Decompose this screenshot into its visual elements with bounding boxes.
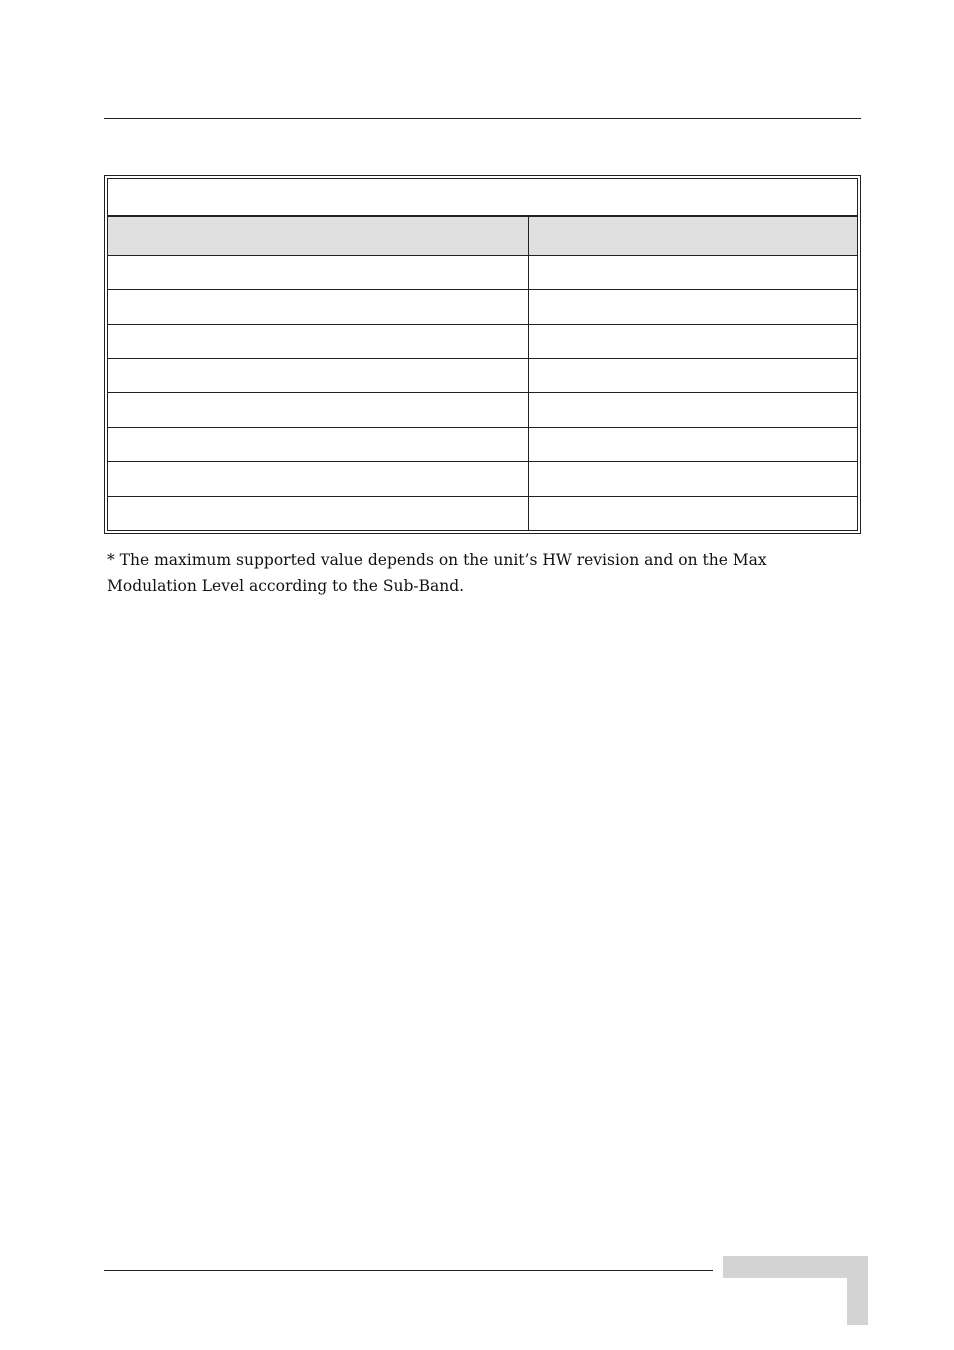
table-row (108, 324, 858, 358)
table-header-row (108, 216, 858, 255)
table-cell (108, 496, 529, 530)
table-cell (529, 496, 858, 530)
parameters-table (104, 175, 861, 534)
table-cell (529, 393, 858, 427)
table-row (108, 496, 858, 530)
column-header (108, 216, 529, 255)
header-rule (104, 118, 861, 119)
table-cell (108, 359, 529, 393)
table-row (108, 393, 858, 427)
footnote-line: * The maximum supported value depends on the unit’s HW revision and on the Max (107, 551, 767, 569)
table-cell (108, 393, 529, 427)
table-cell (529, 290, 858, 324)
table-title (108, 179, 858, 217)
footer-rule (104, 1270, 713, 1271)
table-cell (529, 427, 858, 461)
table-row (108, 427, 858, 461)
table-cell (529, 359, 858, 393)
footnote-line: Modulation Level according to the Sub-Band. (107, 576, 465, 595)
table-cell (529, 324, 858, 358)
table-cell (108, 427, 529, 461)
table-footnote (107, 548, 827, 599)
table-row (108, 255, 858, 289)
table-cell (529, 255, 858, 289)
page-number-tab-stem (847, 1256, 868, 1325)
column-header (529, 216, 858, 255)
table-cell (108, 290, 529, 324)
table-cell (108, 255, 529, 289)
table-row (108, 462, 858, 496)
table-cell (529, 462, 858, 496)
table-cell (108, 462, 529, 496)
table-row (108, 359, 858, 393)
table-cell (108, 324, 529, 358)
table-row (108, 290, 858, 324)
table-title-row (108, 179, 858, 217)
